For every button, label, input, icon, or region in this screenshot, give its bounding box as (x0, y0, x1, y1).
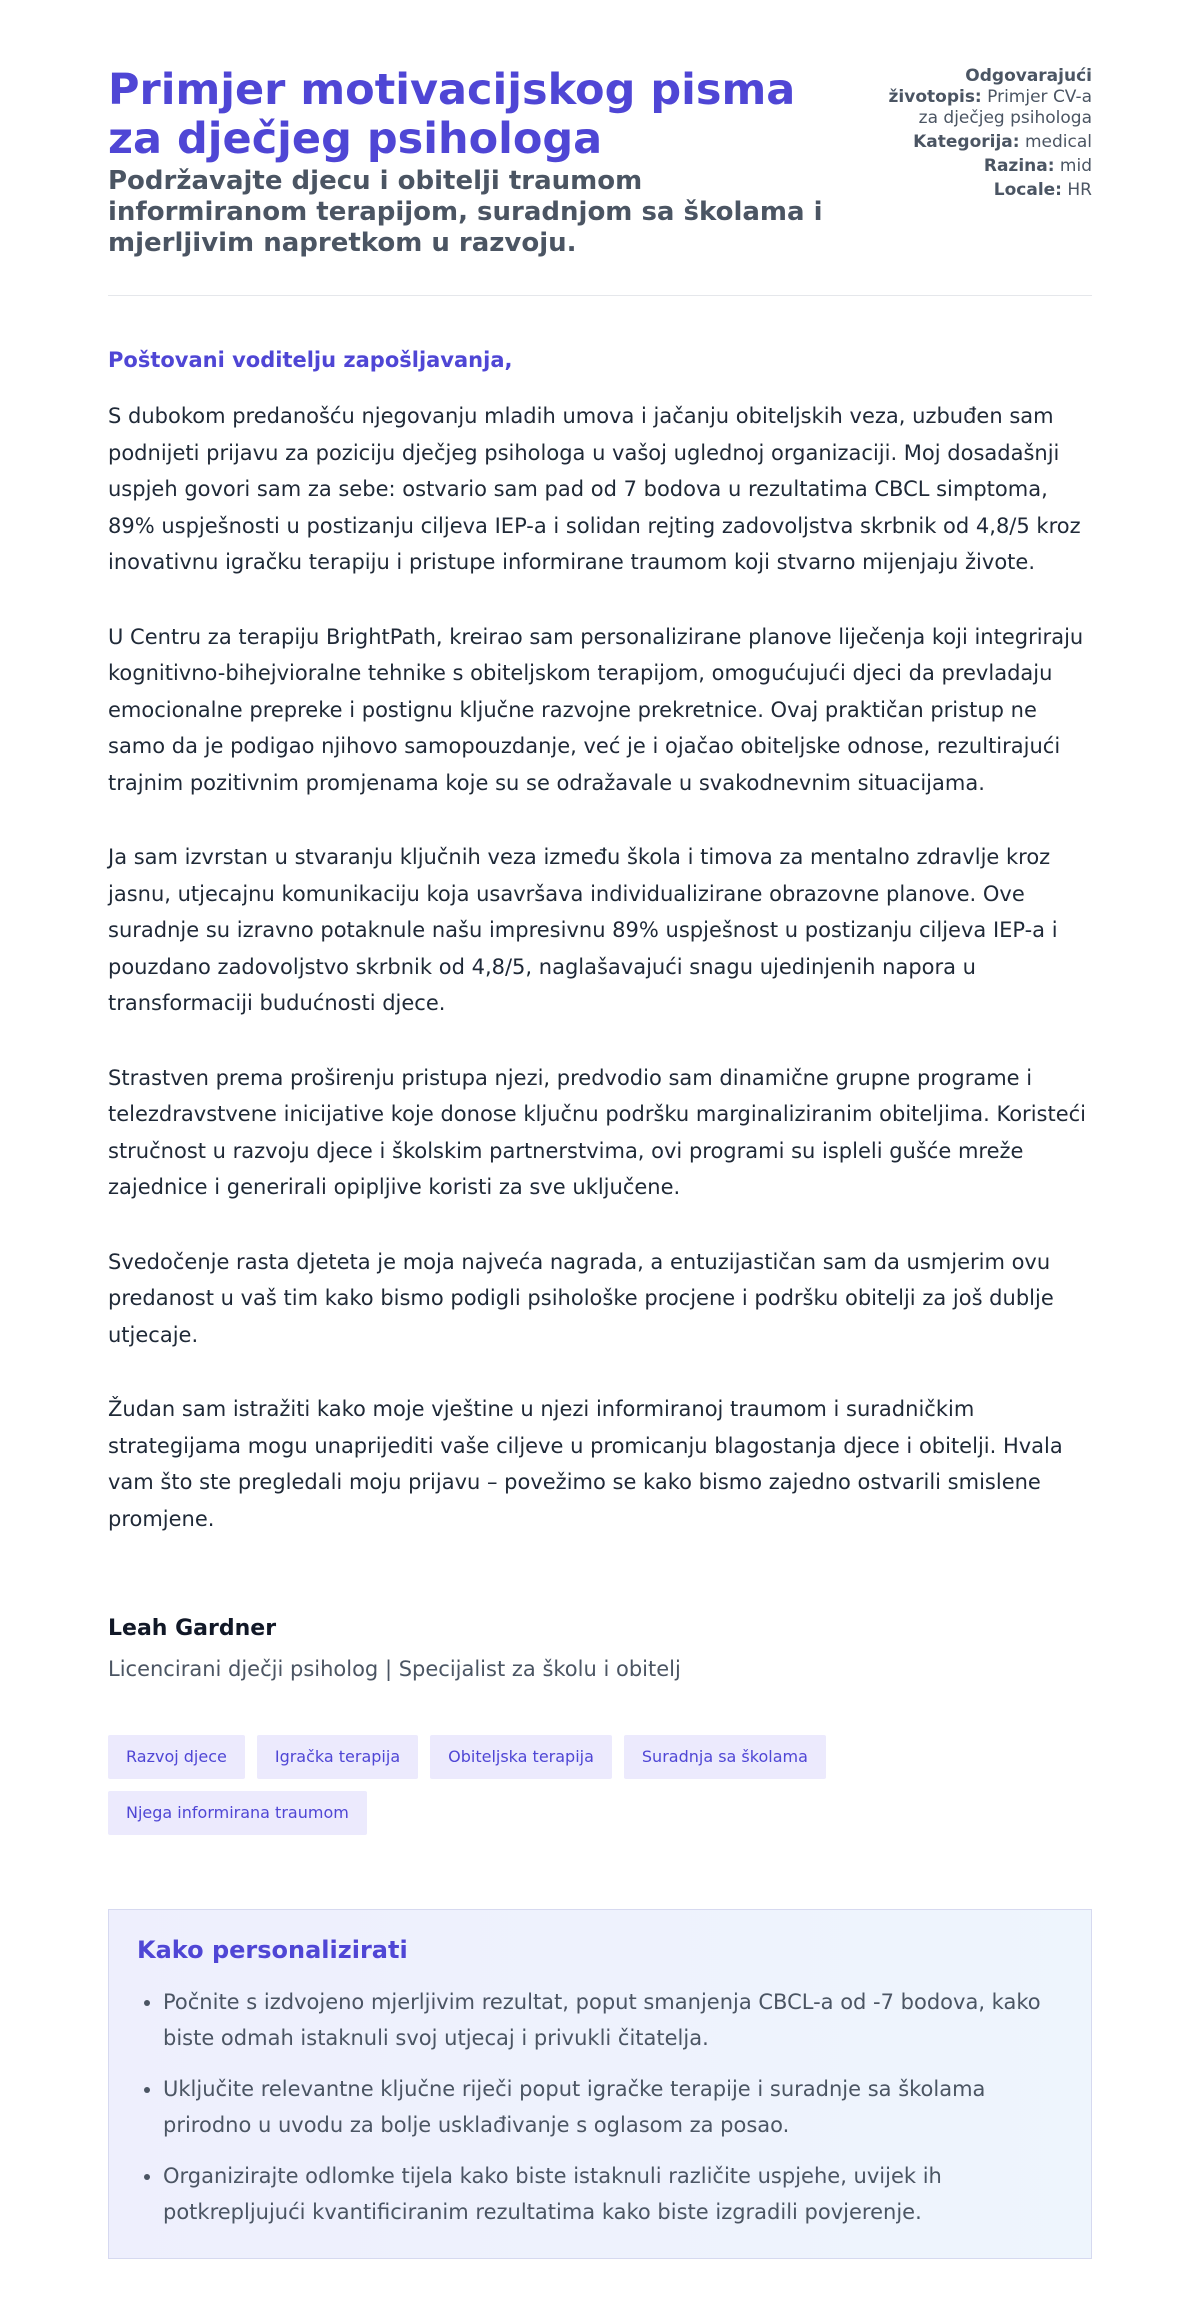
header-titles (108, 66, 848, 259)
skill-tag: Igračka terapija (257, 1735, 418, 1779)
skill-tag: Njega informirana traumom (108, 1791, 367, 1835)
skill-tag: Suradnja sa školama (624, 1735, 826, 1779)
signature-name: Leah Gardner (108, 1616, 277, 1641)
skill-tag: Obiteljska terapija (430, 1735, 612, 1779)
meta-info (872, 66, 1092, 204)
skill-tag: Razvoj djece (108, 1735, 245, 1779)
letter-paragraph: S dubokom predanošću njegovanju mladih umova i jačanju obiteljskih veza, uzbuđen sam podnijeti prijavu za poziciju dječjeg psihologa u vašoj uglednoj organizaciji. Moj dosadašnji uspjeh govori sam za sebe: ostvario sam pad od 7 bodova u rezultatima CBCL simptoma, 89% uspješnosti u postizanju ciljeva IEP-a i solidan rejting zadovoljstva skrbnik od 4,8/5 kroz inovativnu igračku terapiju i pristupe informirane traumom koji stvarno mijenjaju živote. (108, 404, 1081, 574)
meta-resume-key: Odgovarajući životopis: (888, 66, 1092, 107)
meta-category (872, 132, 1092, 153)
meta-level-value: mid (1059, 156, 1092, 176)
meta-level-key: Razina: (983, 156, 1055, 176)
header-divider (108, 295, 1092, 296)
signature-title: Licencirani dječji psiholog | Specijalist za školu i obitelj (108, 1657, 681, 1681)
meta-locale-key: Locale: (993, 180, 1062, 200)
meta-category-value: medical (1024, 132, 1092, 152)
page-title: Primjer motivacijskog pisma za dječjeg psihologa (108, 65, 796, 164)
meta-category-key: Kategorija: (913, 132, 1020, 152)
letter-paragraph: U Centru za terapiju BrightPath, kreirao sam personalizirane planove liječenja koji integriraju kognitivno-bihejvioralne tehnike s obiteljskom terapijom, omogućujući djeci da prevladaju emocionalne prepreke i postignu ključne razvojne prekretnice. Ovaj praktičan pristup ne samo da je podigao njihovo samopouzdanje, već je i ojačao obiteljske odnose, rezultirajući trajnim pozitivnim promjenama koje su se odražavale u svakodnevnim situacijama. (108, 624, 1084, 795)
meta-locale-value: HR (1067, 180, 1092, 200)
tips-list (137, 1984, 1063, 2230)
tip-item: • Uključite relevantne ključne riječi poput igračke terapije i suradnje sa školama prirodno u uvodu za bolje usklađivanje s oglasom za posao. (163, 2071, 1063, 2143)
letter-paragraph: Strastven prema proširenju pristupa njezi, predvodio sam dinamične grupne programe i telezdravstvene inicijative koje donose ključnu podršku marginaliziranim obiteljima. Koristeći stručnost u razvoju djece i školskim partnerstvima, ovi programi su ispleli gušće mreže zajednice i generirali opipljive koristi za sve uključene. (108, 1065, 1086, 1199)
letter-greeting: Poštovani voditelju zapošljavanja, (108, 348, 513, 372)
meta-resume-value[interactable]: Primjer CV-a za dječjeg psihologa (918, 87, 1092, 128)
page-header (108, 66, 1092, 259)
meta-resume (872, 66, 1092, 129)
personalization-tips-box (108, 1909, 1092, 2259)
letter-paragraph: Žudan sam istražiti kako moje vještine u njezi informiranoj traumom i suradničkim strategijama mogu unaprijediti vaše ciljeve u promicanju blagostanja djece i obitelji. Hvala vam što ste pregledali moju prijavu – povežimo se kako bismo zajedno ostvarili smislene promjene. (108, 1397, 1063, 1531)
meta-locale (872, 180, 1092, 201)
tip-item: • Organizirajte odlomke tijela kako biste istaknuli različite uspjehe, uvijek ih potkrepljujući kvantificiranim rezultatima kako biste izgradili povjerenje. (163, 2158, 1063, 2230)
tip-item: • Počnite s izdvojeno mjerljivim rezultat, poput smanjenja CBCL-a od -7 bodova, kako biste odmah istaknuli svoj utjecaj i privukli čitatelja. (163, 1984, 1063, 2056)
page-subtitle: Podržavajte djecu i obitelji traumom informiranom terapijom, suradnjom sa školama i mjerljivim napretkom u razvoju. (108, 166, 823, 258)
skill-tags (108, 1735, 948, 1835)
letter-paragraph: Ja sam izvrstan u stvaranju ključnih veza između škola i timova za mentalno zdravlje kroz jasnu, utjecajnu komunikaciju koja usavršava individualizirane obrazovne planove. Ove suradnje su izravno potaknule našu impresivnu 89% uspješnost u postizanju ciljeva IEP-a i pouzdano zadovoljstvo skrbnik od 4,8/5, naglašavajući snagu ujedinjenih napora u transformaciji budućnosti djece. (108, 845, 1058, 1015)
letter-paragraph: Svedočenje rasta djeteta je moja najveća nagrada, a entuzijastičan sam da usmjerim ovu predanost u vaš tim kako bismo podigli psihološke procjene i podršku obitelji za još dublje utjecaje. (108, 1249, 1054, 1347)
tips-title: Kako personalizirati (137, 1936, 408, 1964)
meta-level (872, 156, 1092, 177)
